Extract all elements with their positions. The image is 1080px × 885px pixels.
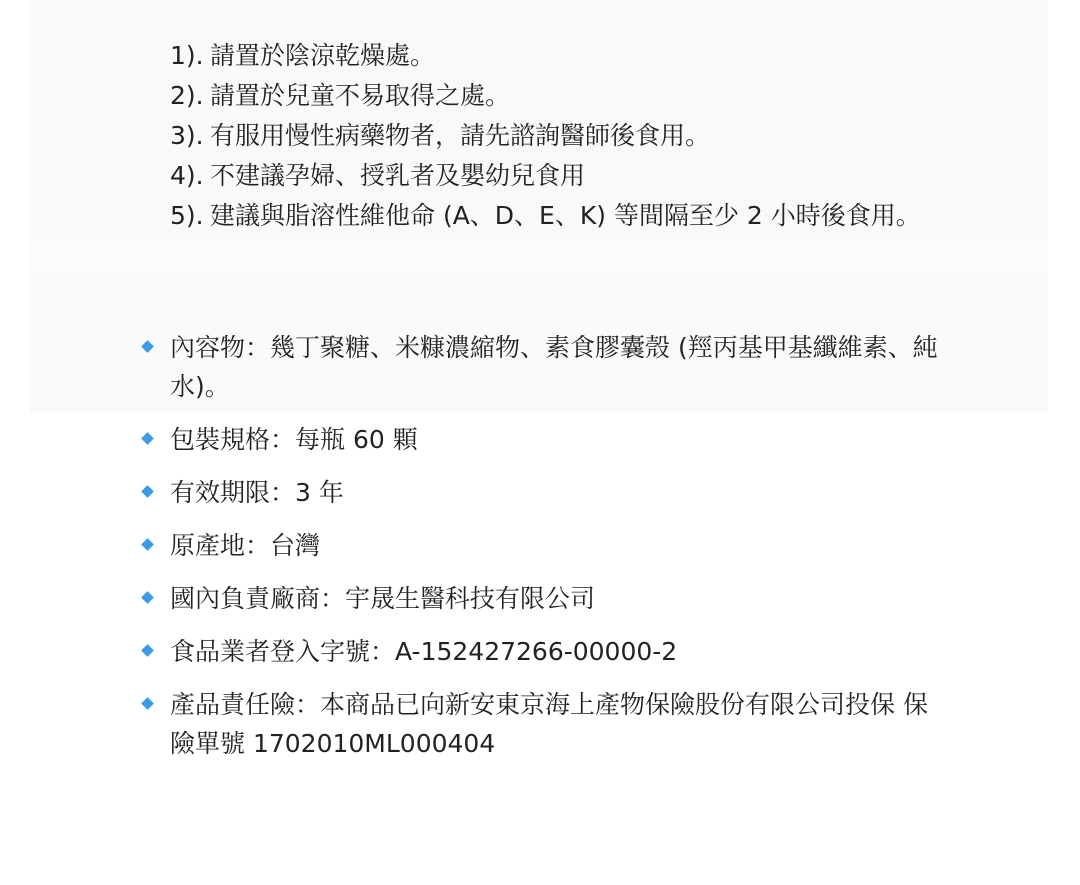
spec-item-registration [0, 632, 940, 671]
product-spec-list [0, 328, 1080, 777]
spec-item-ingredients [0, 328, 940, 406]
note-item [170, 36, 921, 76]
diamond-bullet-icon [141, 485, 154, 498]
spec-text: 食品業者登入字號：A-152427266-00000-2 [170, 637, 678, 666]
diamond-bullet-icon [141, 591, 154, 604]
spec-text: 包裝規格：每瓶 60 顆 [170, 425, 418, 454]
spec-text: 原產地：台灣 [170, 531, 321, 560]
spec-text: 產品責任險：本商品已向新安東京海上產物保險股份有限公司投保 保險單號 1702010ML000404 [170, 690, 928, 758]
spec-item-origin [0, 526, 940, 565]
note-number: 1). [170, 41, 204, 70]
note-number: 4). [170, 161, 204, 190]
note-text: 不建議孕婦、授乳者及嬰幼兒食用 [210, 161, 586, 190]
spec-text: 內容物：幾丁聚糖、米糠濃縮物、素食膠囊殼 (羥丙基甲基纖維素、純水)。 [170, 333, 938, 401]
note-item [170, 156, 921, 196]
spec-item-insurance [0, 685, 940, 763]
note-number: 2). [170, 81, 204, 110]
diamond-bullet-icon [141, 697, 154, 710]
spec-text: 有效期限：3 年 [170, 478, 344, 507]
diamond-bullet-icon [141, 340, 154, 353]
spec-item-package [0, 420, 940, 459]
spec-text: 國內負責廠商：宇晟生醫科技有限公司 [170, 584, 596, 613]
diamond-bullet-icon [141, 644, 154, 657]
diamond-bullet-icon [141, 432, 154, 445]
note-text: 請置於兒童不易取得之處。 [210, 81, 511, 110]
note-item [170, 196, 921, 236]
note-number: 3). [170, 121, 204, 150]
note-item [170, 116, 921, 156]
note-number: 5). [170, 201, 204, 230]
spec-item-manufacturer [0, 579, 940, 618]
spec-item-shelf-life [0, 473, 940, 512]
notes-list [170, 36, 921, 236]
note-text: 有服用慢性病藥物者，請先諮詢醫師後食用。 [210, 121, 711, 150]
note-text: 請置於陰涼乾燥處。 [210, 41, 436, 70]
note-text: 建議與脂溶性維他命 (A、D、E、K) 等間隔至少 2 小時後食用。 [210, 201, 921, 230]
note-item [170, 76, 921, 116]
diamond-bullet-icon [141, 538, 154, 551]
